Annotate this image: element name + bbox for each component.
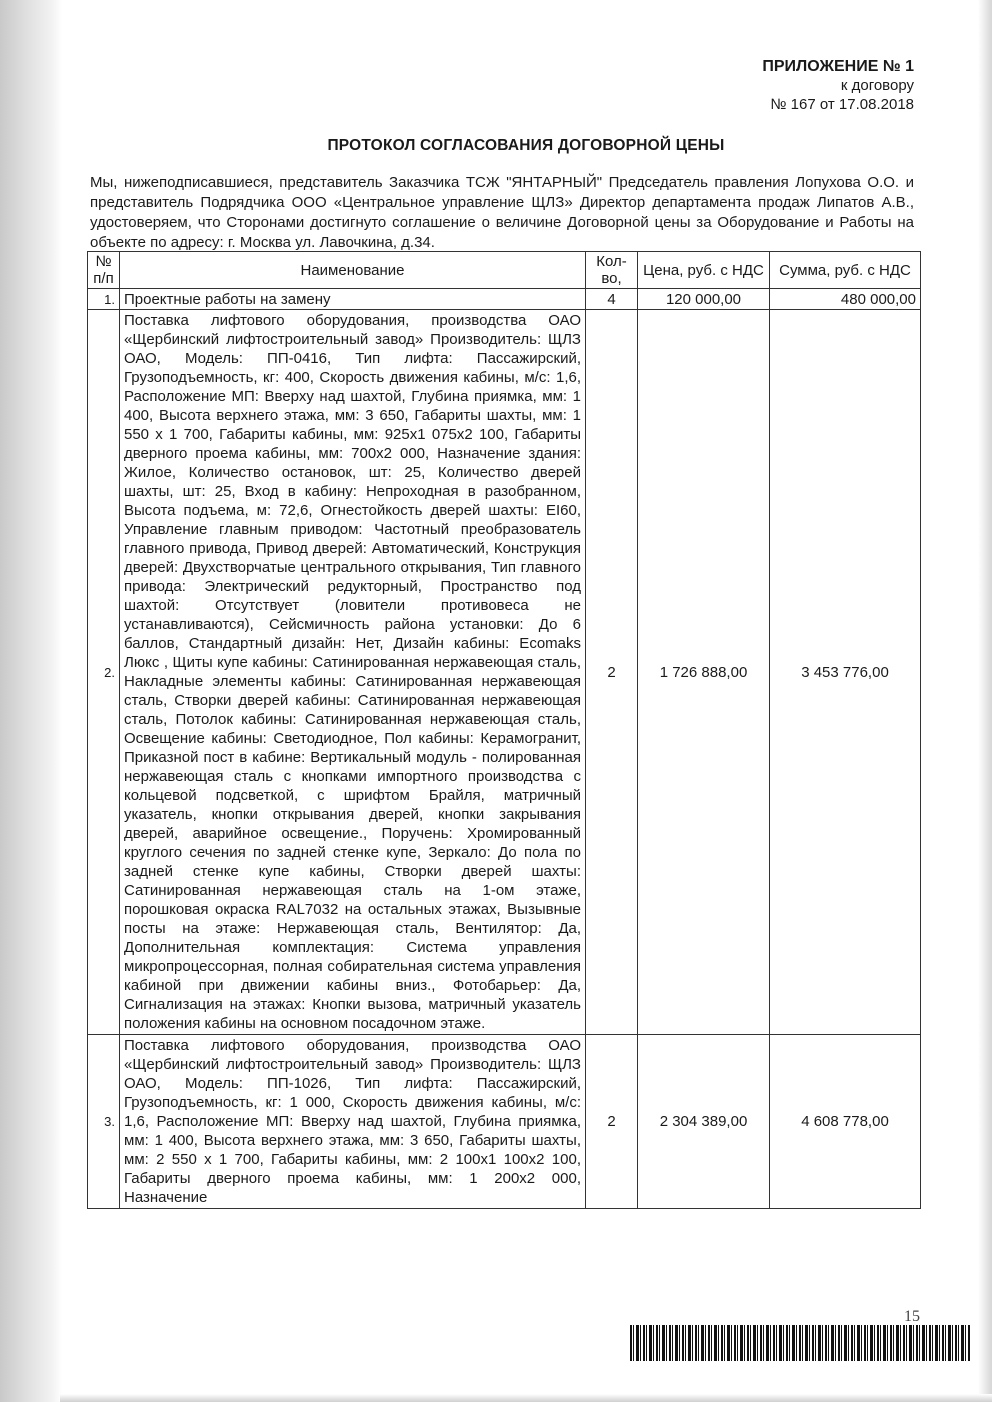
row-num: 2. xyxy=(88,310,120,1035)
price-table xyxy=(87,251,921,1209)
row-qty: 2 xyxy=(586,1035,638,1209)
header-price: Цена, руб. с НДС xyxy=(638,252,770,289)
scan-bottom-edge xyxy=(60,1394,992,1402)
document-title: ПРОТОКОЛ СОГЛАСОВАНИЯ ДОГОВОРНОЙ ЦЕНЫ xyxy=(327,137,725,154)
row-price: 120 000,00 xyxy=(638,289,770,310)
scan-right-shadow xyxy=(978,0,992,1402)
table-row xyxy=(88,1035,921,1209)
appendix-line-3: № 167 от 17.08.2018 xyxy=(770,96,914,113)
barcode-image xyxy=(630,1325,970,1361)
table-row xyxy=(88,310,921,1035)
header-sum: Сумма, руб. с НДС xyxy=(770,252,921,289)
intro-paragraph: Мы, нижеподписавшиеся, представитель Заказчика ТСЖ "ЯНТАРНЫЙ" Председатель правления Лопухова О.О. и представитель Подрядчика ООО «Центральное управление ЩЛЗ» Директор департамента продаж Липатов А.В., удостоверяем, что Сторонами достигнуто соглашение о величине Договорной цены за Оборудование и Работы на объекте по адресу: г. Москва ул. Лавочкина, д.34. xyxy=(90,174,914,251)
header-name: Наименование xyxy=(120,252,586,289)
row-name: Поставка лифтового оборудования, производства ОАО «Щербинский лифтостроительный завод» Производитель: ЩЛЗ ОАО, Модель: ПП-0416, Тип лифта: Пассажирский, Грузоподъемность, кг: 400, Скорость движения кабины, м/с: 1,6, Расположение МП: Вверху над шахтой, Глубина приямка, мм: 1 400, Высота верхнего этажа, мм: 3 650, Габариты шахты, мм: 1 550 x 1 700, Габариты кабины, мм: 925x1 075x2 100, Габариты дверного проема кабины, мм: 700x2 000, Назначение здания: Жилое, Количество остановок, шт: 25, Количество дверей шахты, шт: 25, Вход в кабину: Непроходная в разобранном, Высота подъема, м: 72,6, Огнестойкость дверей шахты: EI60, Управление главным приводом: Частотный преобразователь главного привода, Привод дверей: Автоматический, Конструкция дверей: Двухстворчатые центрального открывания, Тип главного привода: Электрический редукторный, Пространство под шахтой: Отсутствует (ловители противовеса не устанавливаются), Сейсмичность района установки: До 6 баллов, Стандартный дизайн: Нет, Дизайн кабины: Ecomaks Люкс , Щиты купе кабины: Сатинированная нержавеющая сталь, Накладные элементы кабины: Сатинированная нержавеющая сталь, Створки дверей кабины: Сатинированная нержавеющая сталь, Потолок кабины: Сатинированная нержавеющая сталь, Освещение кабины: Светодиодное, Пол кабины: Керамогранит, Приказной пост в кабине: Вертикальный модуль - полированная нержавеющая сталь с кнопками импортного производства с кольцевой подсветкой, с шрифтом Брайля, матричный указатель, кнопки открывания дверей, кнопки закрывания дверей, аварийное освещение., Поручень: Хромированный круглого сечения по задней стенке купе, Зеркало: До пола по задней стенке купе кабины, Створки дверей шахты: Сатинированная нержавеющая сталь на 1-ом этаже, порошковая окраска RAL7032 на остальных этажах, Вызывные посты на этаже: Нержавеющая сталь, Вентилятор: Да, Дополнительная комплектация: Система управления микропроцессорная, полная собирательная система управления кабиной при движении кабины вниз., Фотобарьер: Да, Сигнализация на этажах: Кнопки вызова, матричный указатель положения кабины на основном посадочном этаже. xyxy=(120,310,586,1035)
row-qty: 2 xyxy=(586,310,638,1035)
header-num: № п/п xyxy=(88,252,120,289)
row-price: 2 304 389,00 xyxy=(638,1035,770,1209)
row-price: 1 726 888,00 xyxy=(638,310,770,1035)
row-sum: 3 453 776,00 xyxy=(770,310,921,1035)
page-number: 15 xyxy=(904,1308,920,1325)
row-sum: 4 608 778,00 xyxy=(770,1035,921,1209)
row-num: 3. xyxy=(88,1035,120,1209)
row-name: Проектные работы на замену xyxy=(120,289,586,310)
row-num: 1. xyxy=(88,289,120,310)
header-qty: Кол-во, xyxy=(586,252,638,289)
scan-left-shadow xyxy=(0,0,62,1402)
appendix-line-2: к договору xyxy=(840,77,914,94)
table-row xyxy=(88,289,921,310)
appendix-header xyxy=(762,57,914,114)
row-name: Поставка лифтового оборудования, производства ОАО «Щербинский лифтостроительный завод» Производитель: ЩЛЗ ОАО, Модель: ПП-1026, Тип лифта: Пассажирский, Грузоподъемность, кг: 1 000, Скорость движения кабины, м/с: 1,6, Расположение МП: Вверху над шахтой, Глубина приямка, мм: 1 400, Высота верхнего этажа, мм: 3 650, Габариты шахты, мм: 2 550 x 1 700, Габариты кабины, мм: 2 100x1 100x2 100, Габариты дверного проема кабины, мм: 1 200x2 000, Назначение xyxy=(120,1035,586,1209)
appendix-title: ПРИЛОЖЕНИЕ № 1 xyxy=(762,58,914,75)
row-sum: 480 000,00 xyxy=(770,289,921,310)
row-qty: 4 xyxy=(586,289,638,310)
table-header-row xyxy=(88,252,921,289)
